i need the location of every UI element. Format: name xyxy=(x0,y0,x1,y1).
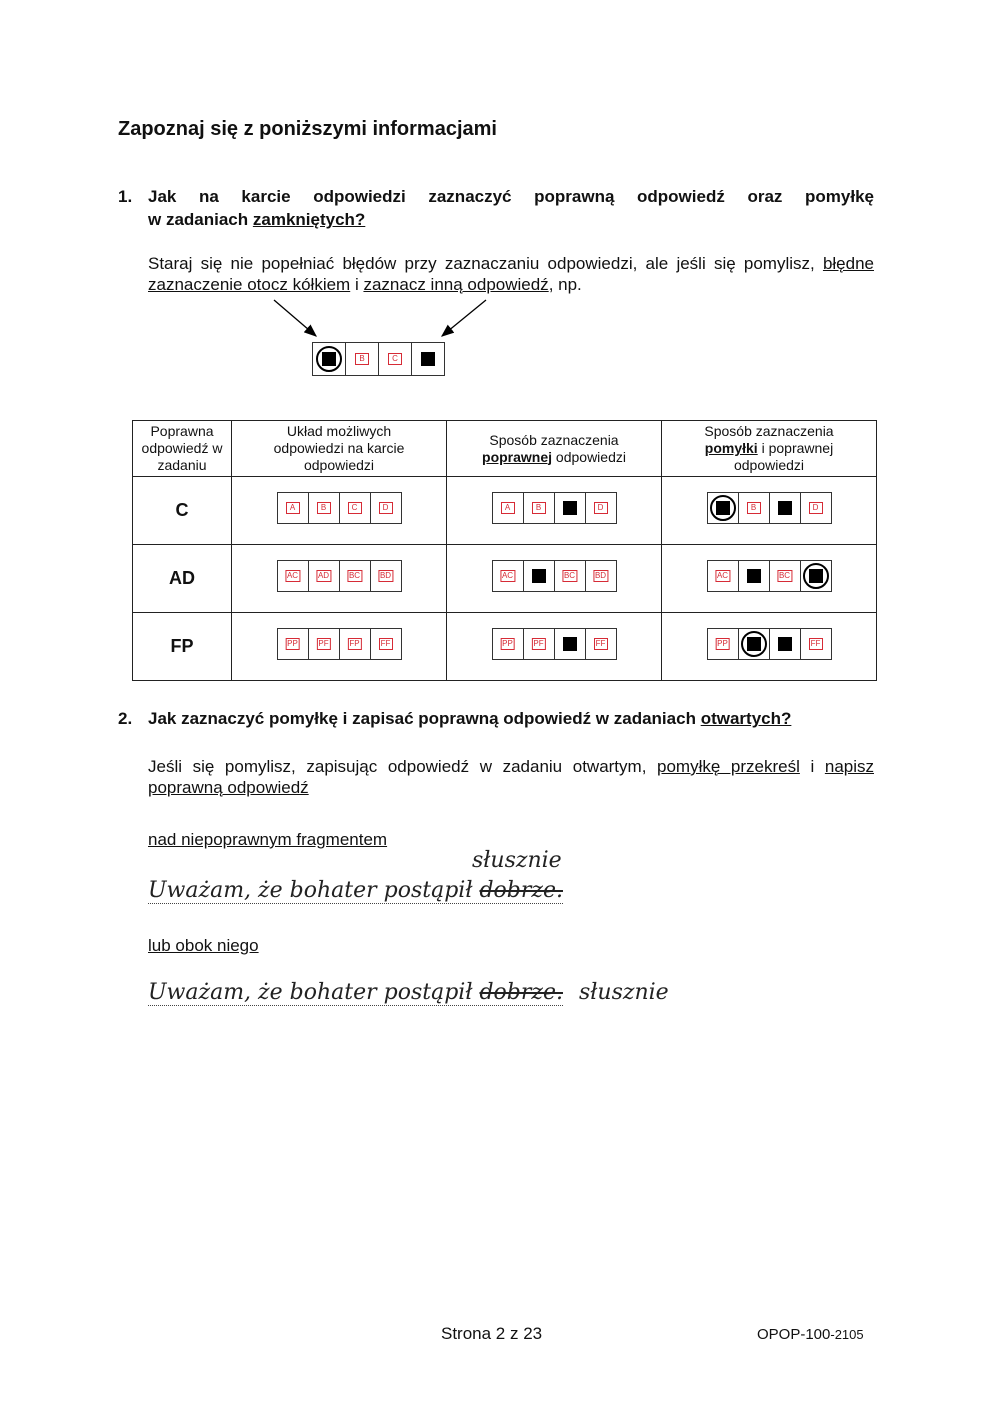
row-mistake-cell xyxy=(662,477,877,545)
row-correct-cell xyxy=(447,613,662,681)
header-layout-text: Układ możliwych odpowiedzi na karcie odpowiedzi xyxy=(273,423,405,473)
answer-cell xyxy=(277,492,309,524)
option-label: FP xyxy=(349,639,360,648)
arrows-icon xyxy=(260,296,500,346)
row-layout-cell xyxy=(232,545,447,613)
option-label: BC xyxy=(778,571,791,580)
filled-mark-icon xyxy=(563,501,577,515)
header-mistake-marking-rest: i poprawnej odpowiedzi xyxy=(733,440,834,473)
instruction-1-mid: i xyxy=(350,275,364,294)
table-row xyxy=(133,477,877,545)
filled-mark-icon xyxy=(421,352,435,366)
handwritten-struck-word: dobrze. xyxy=(479,878,563,903)
row-label: AD xyxy=(133,545,232,613)
option-label: FF xyxy=(594,638,608,650)
option-label: BD xyxy=(594,571,607,580)
instruction-2-line-1 xyxy=(148,757,874,777)
option-label: C xyxy=(388,353,402,365)
option-label: D xyxy=(809,502,823,514)
answer-cells xyxy=(707,492,832,524)
circle-mark-icon xyxy=(803,563,829,589)
option-label: FF xyxy=(379,638,393,650)
handwritten-correction-above: słusznie xyxy=(472,848,562,873)
answer-cell xyxy=(492,492,524,524)
row-label: FP xyxy=(133,613,232,681)
option-label: AC xyxy=(501,571,514,580)
instruction-2-text: Jeśli się pomylisz, zapisując odpowiedź w zadaniu otwartym, xyxy=(148,757,658,776)
question-2-underlined: otwartych? xyxy=(700,709,792,728)
answer-cell xyxy=(308,492,340,524)
answer-cell xyxy=(769,628,801,660)
answer-cells xyxy=(492,560,617,592)
header-mistake-marking xyxy=(662,421,877,477)
handwritten-text: Uważam, że bohater postąpił xyxy=(148,878,480,903)
answer-cells xyxy=(492,628,617,660)
answer-cell xyxy=(769,560,801,592)
option-label: FF xyxy=(809,638,823,650)
handwritten-correction-beside: słusznie xyxy=(578,980,669,1005)
question-1-line-1: Jak na karcie odpowiedzi zaznaczyć poprawną odpowiedź oraz pomyłkę xyxy=(148,187,874,206)
option-label: A xyxy=(501,502,515,514)
option-label: PP xyxy=(287,639,298,648)
answer-cell xyxy=(554,628,586,660)
answer-cell xyxy=(308,560,340,592)
answer-cells xyxy=(707,560,832,592)
table-row xyxy=(133,545,877,613)
instruction-2-underline-write: napisz xyxy=(824,757,874,776)
instruction-2-underline-strike: pomyłkę przekreśl xyxy=(657,757,800,776)
answer-cell xyxy=(339,628,371,660)
example-beside-label: lub obok niego xyxy=(148,936,259,955)
question-1-line-2-text: w zadaniach xyxy=(148,210,253,229)
answer-cell xyxy=(800,628,832,660)
example-cell-b xyxy=(345,342,379,376)
marking-table xyxy=(132,420,877,681)
question-2-pre: Jak zaznaczyć pomyłkę i zapisać poprawną odpowiedź w zadaniach xyxy=(148,709,701,728)
document-code-main: OPOP-100 xyxy=(757,1326,831,1343)
option-label: D xyxy=(379,502,393,514)
answer-cell xyxy=(523,492,555,524)
header-correct-marking xyxy=(447,421,662,477)
option-label: B xyxy=(355,353,369,365)
header-correct-answer: Poprawna odpowiedź w zadaniu xyxy=(133,421,232,477)
answer-cell xyxy=(800,492,832,524)
answer-cell xyxy=(585,628,617,660)
option-label: PF xyxy=(318,639,329,648)
instruction-1-line-2 xyxy=(148,275,582,295)
answer-cells xyxy=(277,492,402,524)
answer-cell xyxy=(738,628,770,660)
answer-cells xyxy=(492,492,617,524)
instruction-1-post: , np. xyxy=(548,275,582,294)
answer-cell xyxy=(707,492,739,524)
page-number: Strona 2 z 23 xyxy=(441,1324,543,1343)
example-answer-cells xyxy=(312,342,445,376)
question-1-line-2-underlined: zamkniętych? xyxy=(252,210,366,229)
instruction-1-text: Staraj się nie popełniać błędów przy zaznaczaniu odpowiedzi, ale jeśli się pomylisz, xyxy=(148,254,823,273)
filled-mark-icon xyxy=(778,637,792,651)
answer-cell xyxy=(707,628,739,660)
option-label: B xyxy=(747,502,761,514)
filled-mark-icon xyxy=(778,501,792,515)
header-correct-marking-rest: odpowiedzi xyxy=(552,448,626,465)
row-layout-cell xyxy=(232,613,447,681)
page-title: Zapoznaj się z poniższymi informacjami xyxy=(118,118,497,140)
option-label: BC xyxy=(563,571,576,580)
header-mistake-marking-line1: Sposób zaznaczenia xyxy=(704,423,834,439)
answer-cell xyxy=(585,492,617,524)
option-label: BC xyxy=(348,571,361,580)
answer-cell xyxy=(370,492,402,524)
row-correct-cell xyxy=(447,545,662,613)
row-mistake-cell xyxy=(662,545,877,613)
answer-cell xyxy=(277,628,309,660)
row-mistake-cell xyxy=(662,613,877,681)
answer-cell xyxy=(308,628,340,660)
option-label: AC xyxy=(716,571,729,580)
answer-cell xyxy=(585,560,617,592)
option-label: AC xyxy=(286,571,299,580)
answer-cell xyxy=(554,560,586,592)
answer-cells xyxy=(707,628,832,660)
handwritten-struck-word: dobrze. xyxy=(479,980,563,1005)
example-above-label: nad niepoprawnym fragmentem xyxy=(148,830,388,849)
option-label: PF xyxy=(533,639,544,648)
option-label: PP xyxy=(717,639,728,648)
answer-cell xyxy=(523,560,555,592)
option-label: B xyxy=(317,502,331,514)
question-1-number: 1. xyxy=(118,187,133,206)
example-cell-a xyxy=(312,342,346,376)
option-label: D xyxy=(594,502,608,514)
table-row xyxy=(133,613,877,681)
question-1-line-2 xyxy=(148,210,365,230)
answer-cell xyxy=(492,560,524,592)
circle-mark-icon xyxy=(710,495,736,521)
instruction-1-underlined: błędne xyxy=(822,254,874,273)
answer-cell xyxy=(738,492,770,524)
row-layout-cell xyxy=(232,477,447,545)
instruction-1-underline-circle: zaznaczenie otocz kółkiem xyxy=(148,275,351,294)
option-label: PP xyxy=(502,639,513,648)
instruction-1-underline-mark: zaznacz inną odpowiedź xyxy=(363,275,549,294)
filled-mark-icon xyxy=(563,637,577,651)
answer-cell xyxy=(707,560,739,592)
example-cell-c xyxy=(378,342,412,376)
row-label: C xyxy=(133,477,232,545)
option-label: C xyxy=(348,502,362,514)
handwritten-sentence-2 xyxy=(148,980,669,1005)
header-layout xyxy=(232,421,447,477)
answer-cell xyxy=(800,560,832,592)
header-mistake-marking-bold: pomyłki xyxy=(704,440,758,456)
question-2-number: 2. xyxy=(118,709,133,728)
circle-mark-icon xyxy=(316,346,342,372)
answer-cell xyxy=(492,628,524,660)
document-code-suffix: -2105 xyxy=(830,1327,864,1342)
handwritten-sentence-2-main xyxy=(148,980,563,1006)
answer-cells xyxy=(277,560,402,592)
option-label: A xyxy=(286,502,300,514)
answer-cell xyxy=(370,628,402,660)
answer-cell xyxy=(738,560,770,592)
answer-cell xyxy=(554,492,586,524)
instruction-1-line-1 xyxy=(148,254,874,274)
header-correct-marking-line1: Sposób zaznaczenia xyxy=(489,431,619,448)
answer-cell xyxy=(769,492,801,524)
filled-mark-icon xyxy=(532,569,546,583)
answer-cells xyxy=(277,628,402,660)
instruction-2-mid: i xyxy=(799,757,825,776)
handwritten-text: Uważam, że bohater postąpił xyxy=(148,980,480,1005)
example-cell-d xyxy=(411,342,445,376)
header-correct-marking-bold: poprawnej xyxy=(482,448,553,465)
option-label: BD xyxy=(379,571,392,580)
instruction-2-line-2: poprawną odpowiedź xyxy=(148,778,309,797)
option-label: B xyxy=(532,502,546,514)
row-correct-cell xyxy=(447,477,662,545)
question-2-text xyxy=(148,709,791,729)
option-label: AD xyxy=(317,571,330,580)
answer-cell xyxy=(339,492,371,524)
answer-cell xyxy=(339,560,371,592)
answer-cell xyxy=(370,560,402,592)
document-code xyxy=(757,1326,864,1343)
filled-mark-icon xyxy=(747,569,761,583)
answer-cell xyxy=(523,628,555,660)
circle-mark-icon xyxy=(741,631,767,657)
answer-cell xyxy=(277,560,309,592)
handwritten-sentence-1 xyxy=(148,878,563,904)
